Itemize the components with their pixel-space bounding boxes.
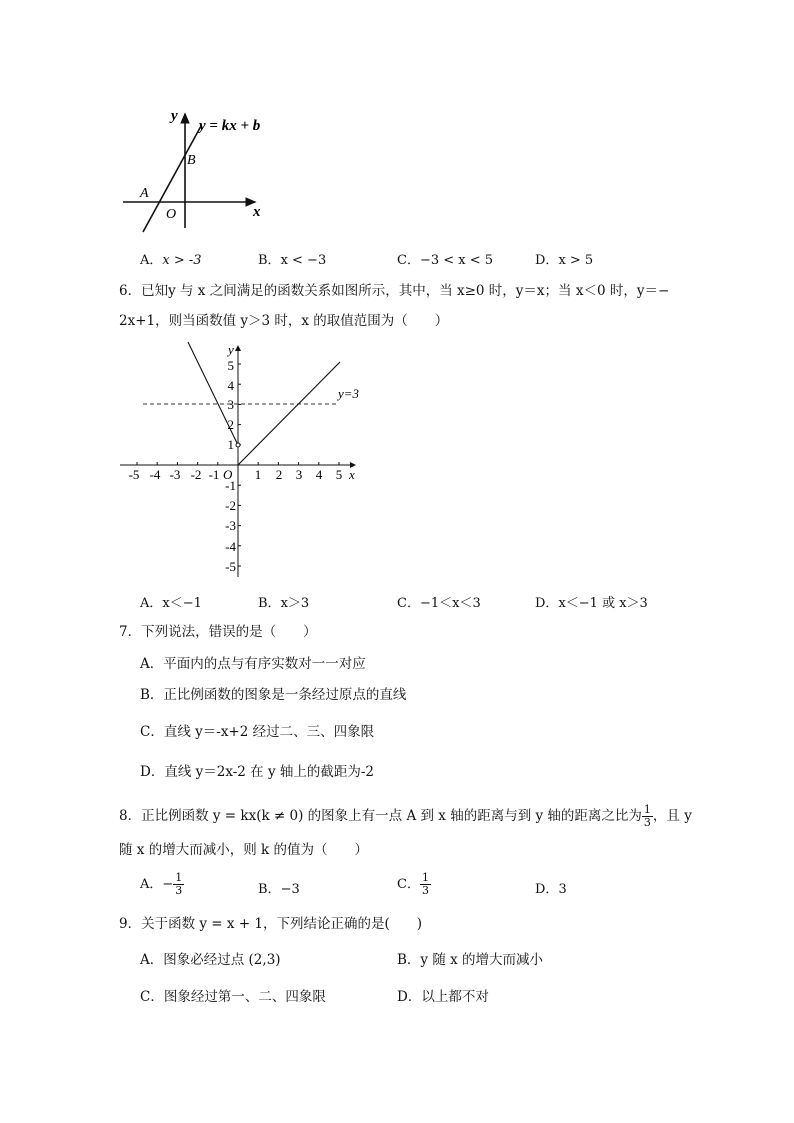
q8-fraction: $\frac{1}{3}$ [643,803,651,829]
q6-xtick-label-m4: -4 [149,467,161,482]
q6-graph [115,340,375,580]
q6-xtick-label-3: 3 [295,467,303,482]
q7-stem: 7．下列说法，错误的是（ ） [119,624,317,640]
q6-option-d[interactable]: D．x＜−1 或 x＞3 [535,596,648,611]
q7-option-c[interactable]: C．直线 y＝-x+2 经过二、三、四象限 [140,724,375,740]
q6-option-b[interactable]: B．x＞3 [258,596,310,611]
q6-option-a[interactable]: A．x＜−1 [140,596,202,611]
q6-xtick-label-4: 4 [315,467,323,482]
q6-stem-line2: 2x+1，则当函数值 y＞3 时，x 的取值范围为（ ） [119,313,449,329]
q5-eq: y = kx + b [199,118,261,134]
q6-xtick-label-m5: -5 [128,467,140,482]
q6-right-line [238,362,340,465]
q6-open-point [236,443,240,447]
q6-ytick-label-m2: -2 [225,498,236,513]
q6-ytick-label-m4: -4 [225,539,236,554]
q7-option-b[interactable]: B．正比例函数的图象是一条经过原点的直线 [140,687,407,703]
q5-option-c[interactable]: C．−3 < x < 5 [397,253,494,268]
q6-xtick-label-1: 1 [254,467,262,482]
q6-ytick-label-m5: -5 [225,559,236,574]
q6-ytick-label-1: 1 [227,437,234,452]
q8-option-d[interactable]: D．3 [535,882,567,897]
q9-option-b[interactable]: B．y 随 x 的增大而减小 [397,952,544,968]
q9-option-d[interactable]: D．以上都不对 [397,989,489,1005]
q9-stem: 9．关于函数 y = x + 1，下列结论正确的是( ) [119,916,423,932]
q7-option-a[interactable]: A．平面内的点与有序实数对一一对应 [140,656,366,672]
q5-figure [115,100,285,235]
q6-y-label: y [228,342,234,357]
q5-a-label: A [140,186,149,201]
q5-y-label: y [171,108,178,124]
q6-ytick-label-m1: -1 [225,478,236,493]
q8-option-b[interactable]: B．−3 [258,882,300,897]
q6-ytick-label-5: 5 [227,358,234,373]
q6-ytick-label-2: 2 [227,417,234,432]
q6-xtick-label-2: 2 [275,467,283,482]
q8-stem-line1: 8．正比例函数 y = kx(k ≠ 0) 的图象上有一点 A 到 x 轴的距离与到 y 轴的距离之比为 $\frac{1}{3}$ ，且 y [119,803,692,829]
q9-option-c[interactable]: C．图象经过第一、二、四象限 [140,989,326,1005]
q6-ytick-label-4: 4 [227,378,234,393]
q6-origin: O [223,467,233,482]
q6-xtick-label-m3: -3 [169,467,181,482]
q6-dashed-label: y=3 [338,386,360,401]
q6-xtick-label-5: 5 [335,467,343,482]
q5-option-a[interactable]: A．x > -3 [140,253,202,268]
q8-option-c[interactable]: C． $\frac{1}{3}$ [397,871,429,897]
q6-xtick-label-m1: -1 [208,467,220,482]
q6-x-label: x [349,467,355,482]
q6-xtick-label-m2: -2 [190,467,202,482]
q9-option-a[interactable]: A．图象必经过点 (2,3) [140,952,281,968]
q6-ytick-label-3: 3 [227,397,234,412]
q5-origin: O [166,207,177,222]
q8-option-a[interactable]: A．− $\frac{1}{3}$ [140,871,183,897]
q8-stem-line2: 随 x 的增大而减小，则 k 的值为（ ） [119,842,368,858]
q6-option-c[interactable]: C．−1＜x＜3 [397,596,481,611]
q5-x-label: x [253,204,261,220]
q5-option-d[interactable]: D．x > 5 [535,253,594,268]
q6-stem-line1: 6．已知y 与 x 之间满足的函数关系如图所示，其中，当 x≥0 时，y＝x；当 x＜0 时，y＝− [119,283,670,299]
q5-option-b[interactable]: B．x < −3 [258,253,327,268]
q5-b-label: B [187,153,196,168]
q6-ytick-label-m3: -3 [225,518,236,533]
q7-option-d[interactable]: D．直线 y＝2x-2 在 y 轴上的截距为-2 [140,764,375,780]
